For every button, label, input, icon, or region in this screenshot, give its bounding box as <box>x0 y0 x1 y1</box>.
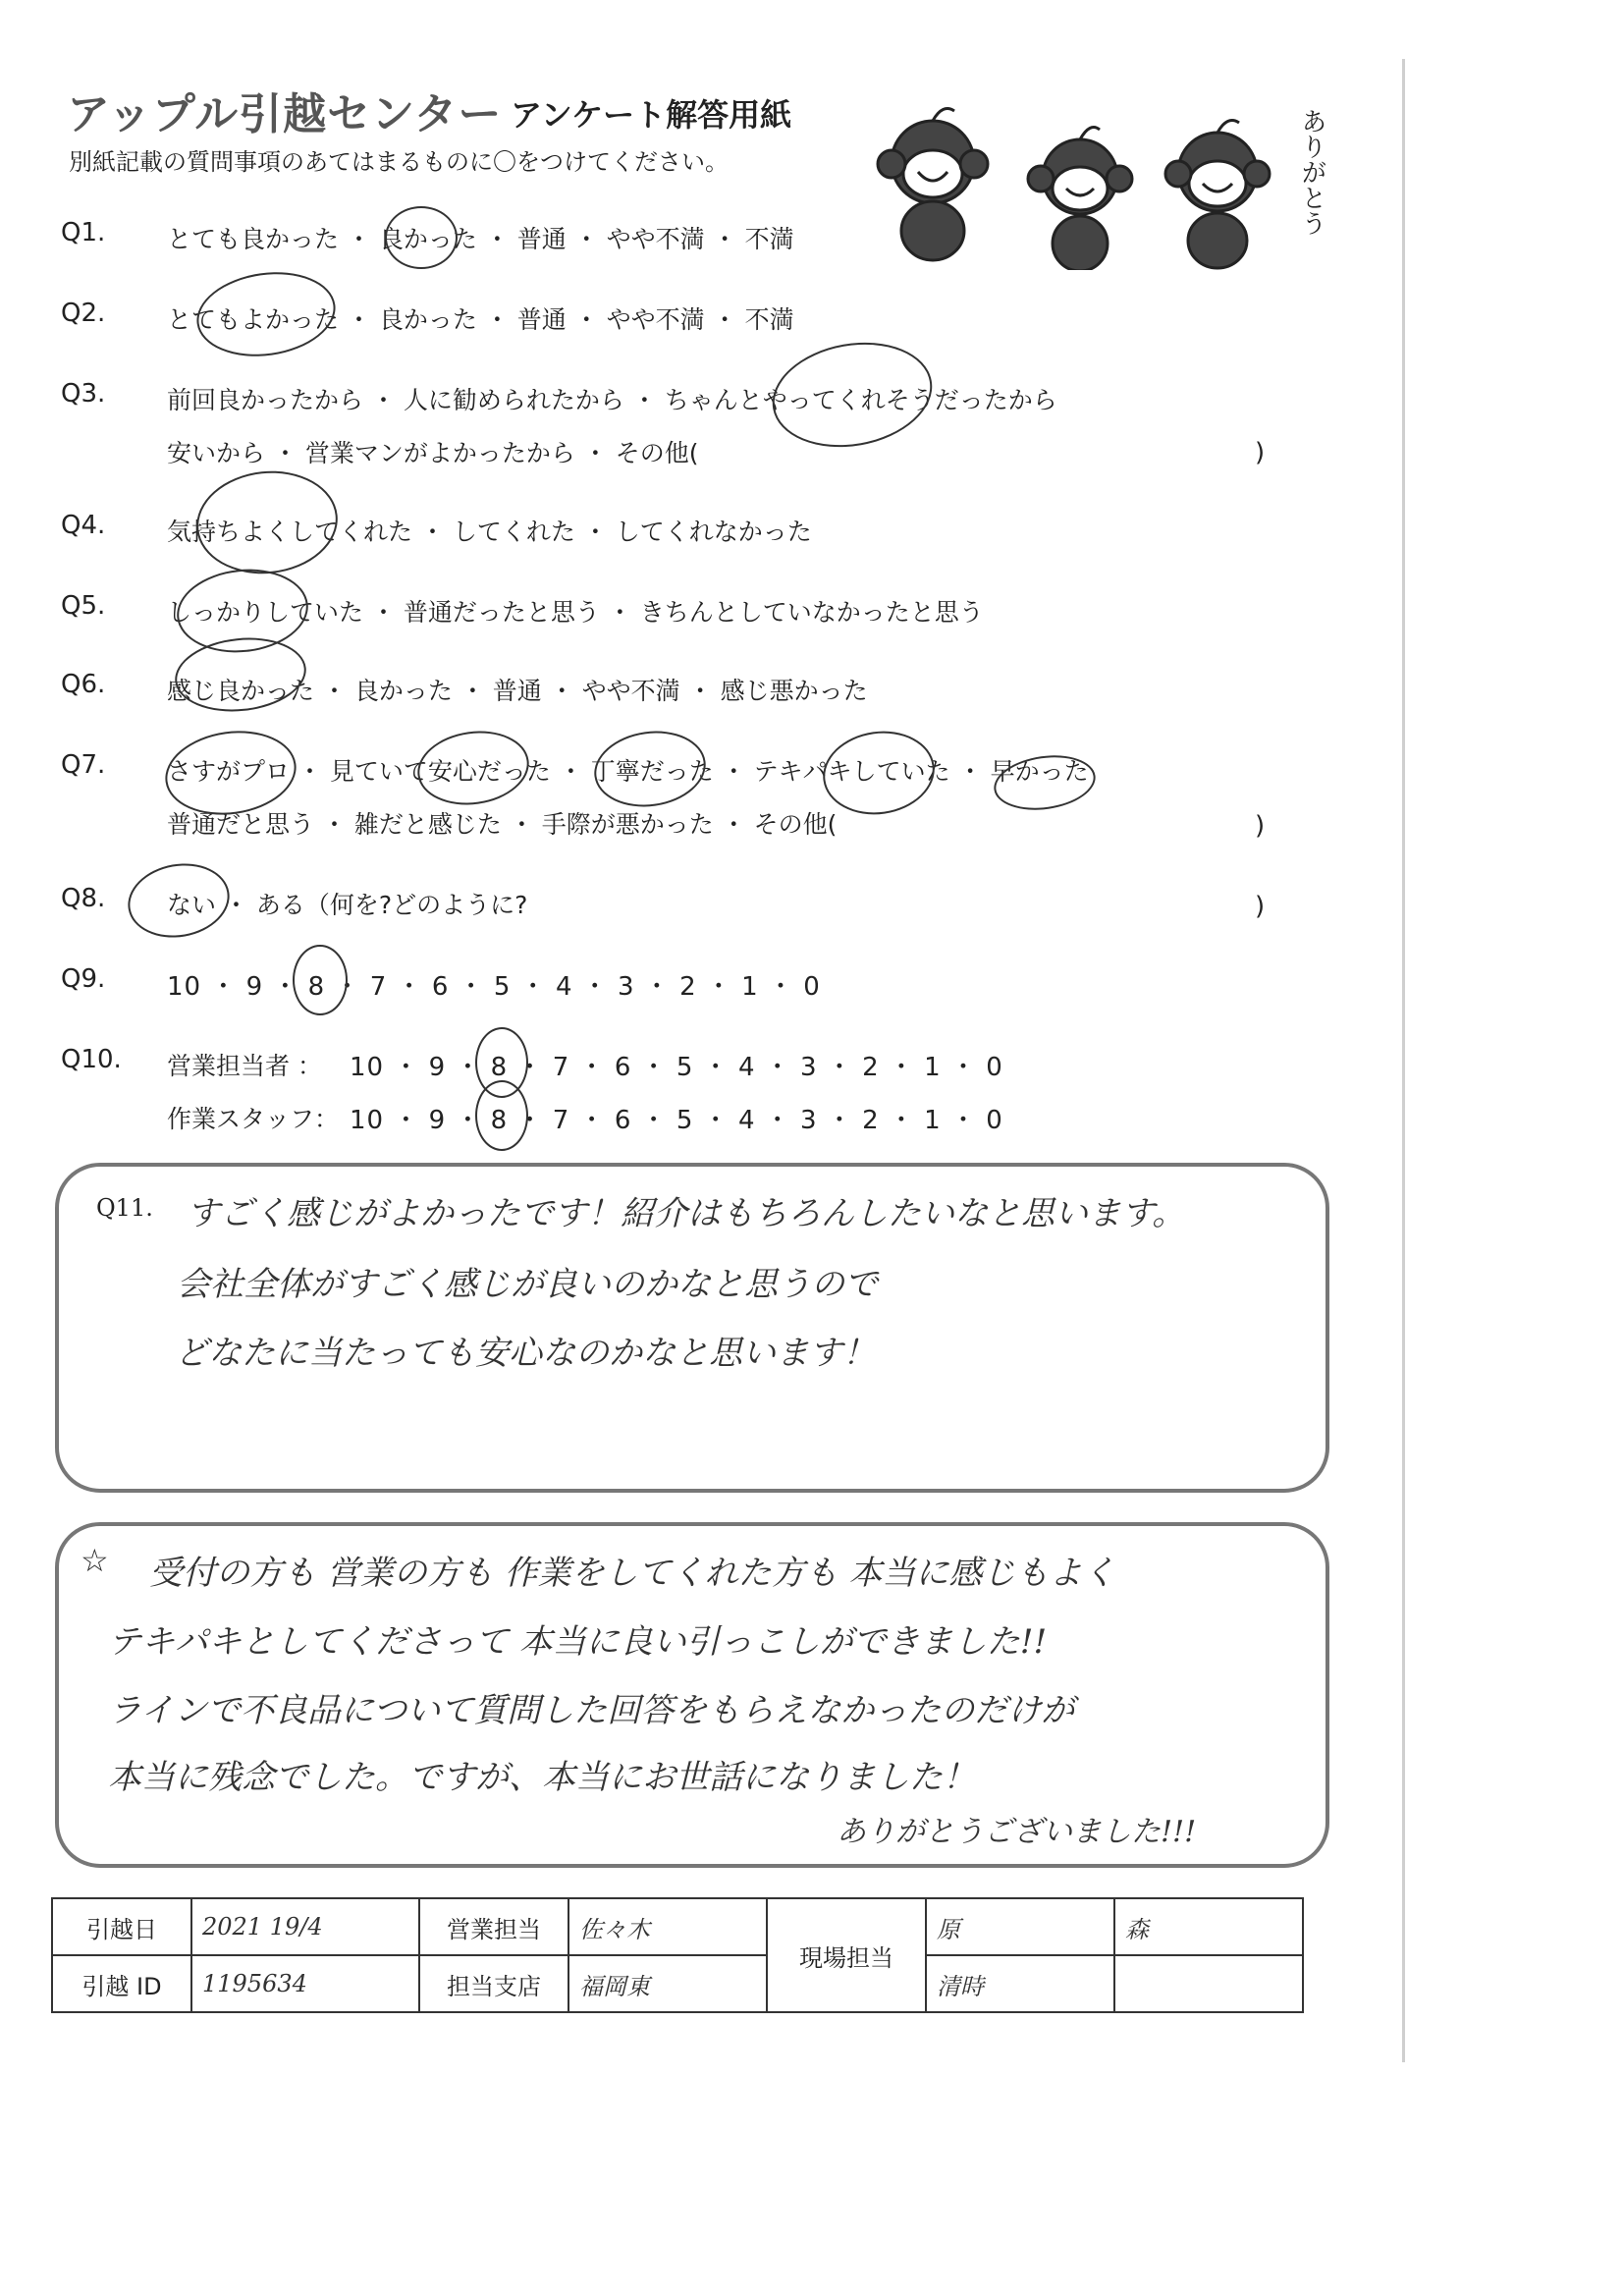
monkey-icon <box>1028 128 1132 270</box>
monkey-icon <box>1165 121 1270 268</box>
q7-close-paren: ) <box>1255 811 1266 841</box>
site-value-2: 森 <box>1114 1898 1303 1955</box>
monkey-icon <box>878 109 988 260</box>
move-date-value: 2021 19/4 <box>191 1898 419 1955</box>
q1-options: とても良かった ・ 良かった ・ 普通 ・ やや不満 ・ 不満 <box>167 225 794 253</box>
q10-sales-label: 営業担当者 ： <box>167 1052 322 1080</box>
answer-circle <box>412 724 533 811</box>
instruction-text: 別紙記載の質問事項のあてはまるものに〇をつけてください。 <box>69 148 729 176</box>
q4-number: Q4. <box>61 511 106 540</box>
sales-label: 営業担当 <box>419 1898 568 1955</box>
site-label: 現場担当 <box>767 1898 926 2012</box>
q7-options-line2: 普通だと思う ・ 雑だと感じた ・ 手際が悪かった ・ その他( <box>167 810 838 839</box>
q6-options: 感じ良かった ・ 良かった ・ 普通 ・ やや不満 ・ 感じ悪かった <box>167 677 868 705</box>
answer-circle <box>589 724 710 813</box>
q11-number: Q11. <box>96 1194 153 1222</box>
branch-value: 福岡東 <box>568 1955 767 2012</box>
comment-line3: ラインで不良品について質問した回答をもらえなかったのだけが <box>108 1691 1075 1730</box>
q8-options: ない ・ ある（何を?どのように? <box>167 891 528 919</box>
q11-box <box>55 1163 1329 1493</box>
q4-options: 気持ちよくしてくれた ・ してくれた ・ してくれなかった <box>167 518 812 546</box>
q8-number: Q8. <box>61 884 106 913</box>
move-id-label: 引越 ID <box>52 1955 191 2012</box>
move-date-label: 引越日 <box>52 1898 191 1955</box>
answer-circle <box>293 945 348 1015</box>
monkey-illustration <box>874 93 1286 270</box>
q9-scale: 10 ・ 9 ・ 8 ・ 7 ・ 6 ・ 5 ・ 4 ・ 3 ・ 2 ・ 1 ・ 0 <box>167 972 821 1002</box>
q7-options-line1: さすがプロ ・ 見ていて安心だった ・ 丁寧だった ・ テキパキしていた ・ 早かった <box>167 757 1089 786</box>
branch-label: 担当支店 <box>419 1955 568 2012</box>
sales-value: 佐々木 <box>568 1898 767 1955</box>
q5-number: Q5. <box>61 591 106 621</box>
comment-line2: テキパキとしてくださって 本当に良い引っこしができました!! <box>108 1622 1048 1662</box>
q2-number: Q2. <box>61 299 106 328</box>
q11-answer-line1: すごく感じがよかったです！紹介はもちろんしたいなと思います。 <box>187 1194 1186 1233</box>
site-value-3: 清時 <box>926 1955 1114 2012</box>
form-title: アンケート解答用紙 <box>511 96 792 134</box>
q10-number: Q10. <box>61 1045 122 1074</box>
q6-number: Q6. <box>61 670 106 699</box>
answer-circle <box>475 1080 528 1151</box>
answer-circle <box>122 856 235 946</box>
move-id-value: 1195634 <box>191 1955 419 2012</box>
info-table <box>51 1897 1304 2013</box>
q10-staff-label: 作業スタッフ： <box>167 1105 340 1133</box>
q7-number: Q7. <box>61 750 106 780</box>
q11-answer-line2: 会社全体がすごく感じが良いのかなと思うので <box>177 1265 878 1304</box>
q3-options-line2: 安いから ・ 営業マンがよかったから ・ その他( <box>167 439 699 467</box>
q3-close-paren: ) <box>1255 438 1266 467</box>
comment-line5: ありがとうございました!!! <box>837 1815 1197 1849</box>
q11-answer-line3: どなたに当たっても安心なのかなと思います！ <box>175 1334 876 1373</box>
answer-circle <box>191 465 343 580</box>
company-name: アップル引越センター <box>67 89 503 139</box>
q10-sales-scale: 10 ・ 9 ・ 8 ・ 7 ・ 6 ・ 5 ・ 4 ・ 3 ・ 2 ・ 1 ・ 0 <box>350 1053 1003 1082</box>
site-value-1: 原 <box>926 1898 1114 1955</box>
thanks-text: ありがとう <box>1297 108 1326 236</box>
q2-options: とてもよかった ・ 良かった ・ 普通 ・ やや不満 ・ 不満 <box>167 305 794 334</box>
q1-number: Q1. <box>61 218 106 247</box>
page-edge <box>1402 59 1405 2062</box>
star-icon: ☆ <box>81 1542 109 1579</box>
site-value-empty <box>1114 1955 1303 2012</box>
q3-number: Q3. <box>61 379 106 409</box>
q10-staff-scale: 10 ・ 9 ・ 8 ・ 7 ・ 6 ・ 5 ・ 4 ・ 3 ・ 2 ・ 1 ・ 0 <box>350 1106 1003 1135</box>
comment-box <box>55 1522 1329 1868</box>
q9-number: Q9. <box>61 964 106 994</box>
q5-options: しっかりしていた ・ 普通だったと思う ・ きちんとしていなかったと思う <box>167 598 984 627</box>
answer-circle <box>385 206 458 269</box>
q8-close-paren: ) <box>1255 892 1266 921</box>
q3-options-line1: 前回良かったから ・ 人に勧められたから ・ ちゃんとやってくれそうだったから <box>167 386 1057 414</box>
comment-line4: 本当に残念でした。ですが、本当にお世話になりました！ <box>108 1758 976 1797</box>
answer-circle <box>191 264 341 365</box>
comment-line1: 受付の方も 営業の方も 作業をしてくれた方も 本当に感じもよく <box>149 1554 1116 1593</box>
answer-circle <box>764 331 941 460</box>
